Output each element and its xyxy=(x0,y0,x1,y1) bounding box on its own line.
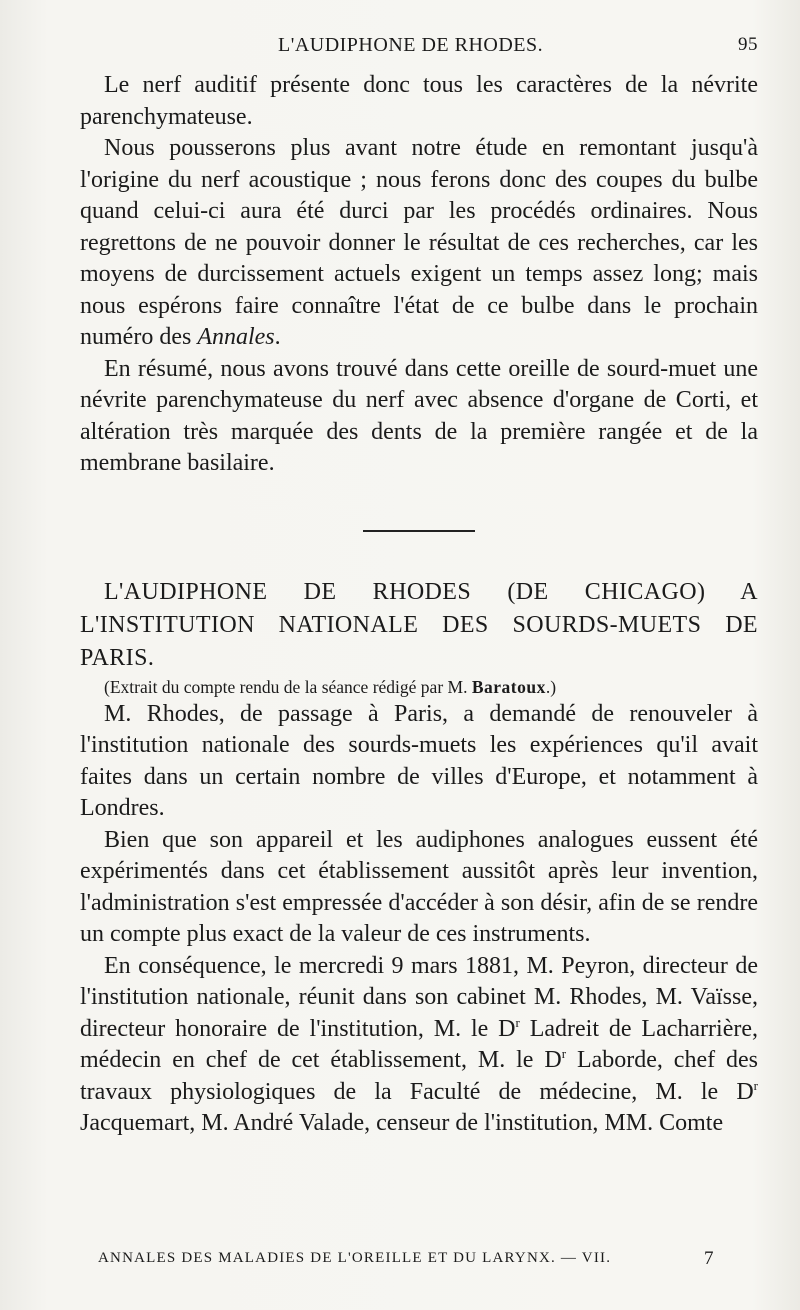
extract-author: Baratoux xyxy=(471,676,546,697)
meeting-text-a: En conséquence, le mercredi 9 mars 1881, M. Peyron, directeur de l'institution nationale, réunit dans son cabinet M. Rhodes, M. Vaïsse, directeur honoraire de l'institution, M. le D xyxy=(80,952,758,1042)
paragraph-rhodes-visit: M. Rhodes, de passage à Paris, a demandé de renouveler à l'institution nationale des sourds-muets les expériences qu'il avait faites dans un certain nombre de villes d'Europe, et notamment à Londres. xyxy=(80,700,758,821)
paragraph-summary: En résumé, nous avons trouvé dans cette oreille de sourd-muet une névrite parenchymateuse du nerf avec absence d'organe de Corti, et altération très marquée des dents de la première rangée et de la membrane basilaire. xyxy=(80,355,758,476)
meeting-text-c: Laborde, chef des travaux physiologiques de la Faculté de médecine, M. le D xyxy=(80,1047,758,1105)
page-header xyxy=(0,34,800,62)
page-footer xyxy=(98,1248,738,1272)
meeting-text-b: Ladreit de Lacharrière, médecin en chef de cet établissement, M. le D xyxy=(80,1015,758,1073)
running-title: L'AUDIPHONE DE RHODES. xyxy=(278,34,544,56)
annales-italic: Annales xyxy=(197,324,275,350)
paragraph-further-study xyxy=(80,133,758,354)
extract-note xyxy=(80,675,758,699)
superscript-r: r xyxy=(753,1077,758,1093)
section-divider xyxy=(363,530,475,532)
superscript-r: r xyxy=(561,1046,567,1061)
paragraph-nerve-conclusion: Le nerf auditif présente donc tous les caractères de la névrite parenchymateuse. xyxy=(80,72,758,130)
section-title: L'AUDIPHONE DE RHODES (DE CHICAGO) A L'INSTITUTION NATIONALE DES SOURDS-MUETS DE PARIS. xyxy=(80,578,758,671)
footer-journal: ANNALES DES MALADIES DE L'OREILLE ET DU LARYNX. — VII. xyxy=(98,1250,612,1266)
superscript-r: r xyxy=(515,1014,520,1030)
extract-prefix: (Extrait du compte rendu de la séance rédigé par M. xyxy=(104,676,472,697)
page-number: 95 xyxy=(738,34,758,55)
meeting-text-d: Jacquemart, M. André Valade, censeur de l'institution, MM. Comte xyxy=(80,1110,724,1136)
body-text xyxy=(80,70,758,1140)
paragraph-meeting xyxy=(80,951,758,1140)
period: . xyxy=(274,324,281,350)
paragraph-administration: Bien que son appareil et les audiphones analogues eussent été expérimentés dans cet établissement aussitôt après leur invention, l'administration s'est empressée d'accéder à son désir, afin de se rendre un compte plus exact de la valeur de ces instruments. xyxy=(80,826,758,947)
signature-mark: 7 xyxy=(704,1248,714,1269)
extract-suffix: .) xyxy=(545,676,557,697)
paragraph-further-study-text: Nous pousserons plus avant notre étude en remontant jusqu'à l'origine du nerf acoustique ; nous ferons donc des coupes du bulbe quand celui-ci aura été durci par les procédés ordinaires. Nous regrettons de ne pouvoir donner le résultat de ces recherches, car les moyens de durcissement actuels exigent un temps assez long; mais nous espérons faire connaître l'état de ce bulbe dans le prochain numéro des xyxy=(80,135,758,350)
